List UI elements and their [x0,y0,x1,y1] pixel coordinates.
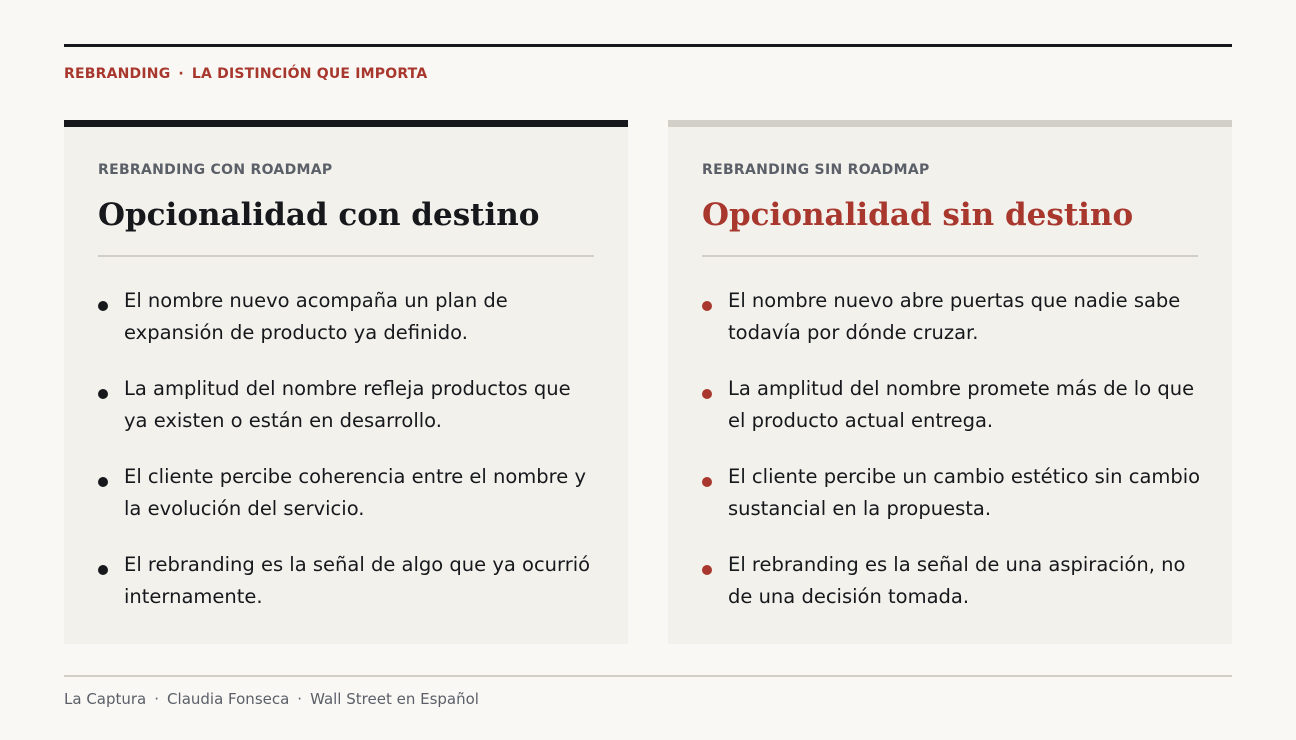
kicker-topic: REBRANDING [64,66,171,82]
list-item [98,373,598,437]
bullet-dot-icon [98,477,108,487]
footer-rule [64,675,1232,677]
footer-author: Claudia Fonseca [167,690,290,708]
list-item [98,461,598,525]
card-divider [702,255,1198,257]
kicker-subtitle: LA DISTINCIÓN QUE IMPORTA [191,66,428,82]
card-label: REBRANDING CON ROADMAP [98,162,333,178]
list-item [98,285,598,349]
card-title: Opcionalidad con destino [98,197,540,233]
card-title: Opcionalidad sin destino [702,197,1134,233]
list-item [702,373,1202,437]
bullet-dot-icon [98,301,108,311]
bullet-dot-icon [98,565,108,575]
bullet-list [702,285,1202,637]
list-item [98,549,598,613]
list-item-text: El nombre nuevo abre puertas que nadie sabe todavía por dónde cruzar. [728,289,1181,344]
card-label: REBRANDING SIN ROADMAP [702,162,930,178]
top-rule [64,44,1232,47]
footer-publication: La Captura [64,690,147,708]
bullet-dot-icon [702,301,712,311]
footer-credits [64,690,479,708]
footer-separator: · [297,690,303,708]
list-item-text: El cliente percibe un cambio estético sin cambio sustancial en la propuesta. [728,465,1201,520]
bullet-dot-icon [702,477,712,487]
card-with-roadmap [64,120,628,644]
list-item-text: El rebranding es la señal de algo que ya ocurrió internamente. [124,553,591,608]
bullet-list [98,285,598,637]
section-kicker [64,66,427,82]
list-item-text: El rebranding es la señal de una aspiración, no de una decisión tomada. [728,553,1186,608]
footer-outlet: Wall Street en Español [310,690,479,708]
footer-separator: · [154,690,160,708]
list-item [702,285,1202,349]
card-divider [98,255,594,257]
bullet-dot-icon [702,389,712,399]
bullet-dot-icon [98,389,108,399]
list-item-text: La amplitud del nombre refleja productos que ya existen o están en desarrollo. [124,377,571,432]
card-without-roadmap [668,120,1232,644]
bullet-dot-icon [702,565,712,575]
list-item [702,549,1202,613]
list-item-text: El nombre nuevo acompaña un plan de expansión de producto ya definido. [124,289,508,344]
kicker-separator: · [178,66,184,82]
list-item-text: El cliente percibe coherencia entre el nombre y la evolución del servicio. [124,465,586,520]
list-item [702,461,1202,525]
list-item-text: La amplitud del nombre promete más de lo que el producto actual entrega. [728,377,1195,432]
